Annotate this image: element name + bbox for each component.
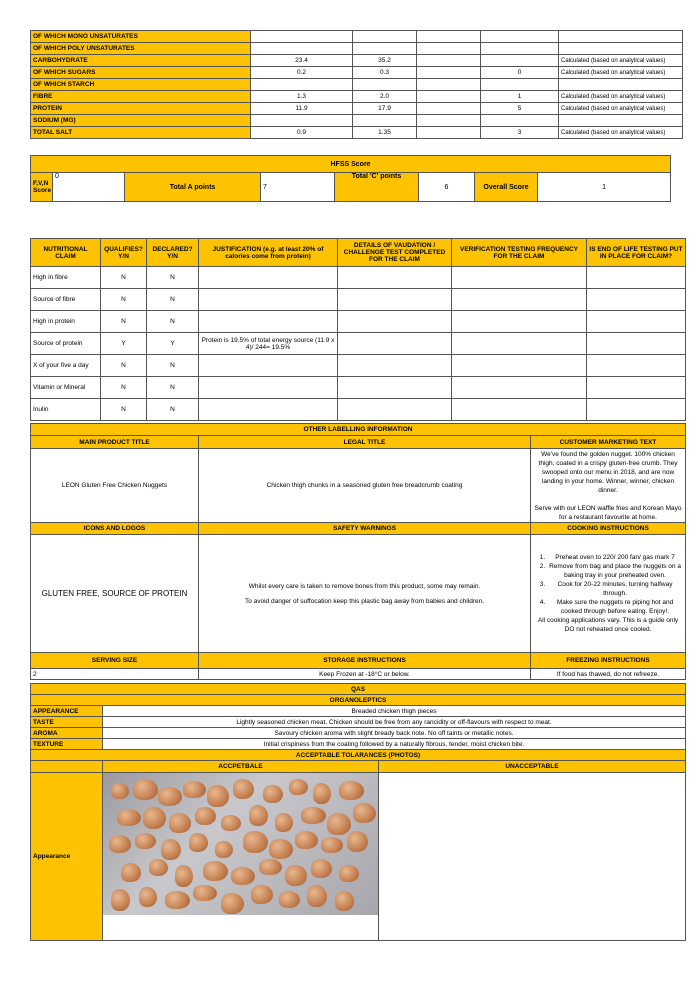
- nugget-image-piece: [161, 839, 181, 860]
- claim-empty-cell: [338, 377, 452, 399]
- storage-instructions: Keep Frozen at -18°C or below.: [199, 669, 531, 680]
- safety-warning-1: Whilst every care is taken to remove bones from this product, some may remain.: [248, 582, 481, 590]
- claim-justification: [199, 355, 338, 377]
- nugget-image-piece: [269, 839, 293, 859]
- per-portion-value: [353, 31, 417, 43]
- claim-empty-cell: [338, 311, 452, 333]
- nugget-image-piece: [117, 809, 141, 826]
- nugget-image-piece: [111, 889, 130, 911]
- ri-value: [417, 55, 481, 67]
- header-eol: IS END OF LIFE TESTING PUT IN PLACE FOR CLAIM?: [587, 239, 686, 267]
- ri-value: [417, 43, 481, 55]
- claim-row: [31, 377, 686, 399]
- cooking-step: 3. Cook for 20-22 minutes, turning halfway through.: [547, 580, 683, 598]
- freezing-header: FREEZING INSTRUCTIONS: [531, 653, 686, 669]
- nugget-image-piece: [279, 891, 300, 908]
- nugget-image-piece: [111, 783, 129, 799]
- organoleptic-row: [31, 739, 686, 750]
- nutrient-label: FIBRE: [31, 91, 251, 103]
- nugget-image-piece: [133, 779, 158, 800]
- acceptable-photo: [103, 773, 379, 915]
- nutrient-label: OF WHICH STARCH: [31, 79, 251, 91]
- claim-empty-cell: [452, 267, 587, 289]
- labelling-table: [30, 423, 686, 680]
- per-portion-value: 35.2: [353, 55, 417, 67]
- per-100g-value: [251, 43, 353, 55]
- organoleptics-title: ORGANOLEPTICS: [31, 695, 686, 706]
- tolerances-title: ACCEPTABLE TOLARANCES (PHOTOS): [31, 750, 686, 761]
- nugget-image-piece: [289, 779, 308, 795]
- per-portion-value: [353, 115, 417, 127]
- per-portion-value: 17.9: [353, 103, 417, 115]
- organoleptic-value: Initial crispiness from the coating followed by a naturally fibrous, tender, moist chicken bite.: [103, 739, 686, 750]
- claim-qualifies: Y: [101, 333, 147, 355]
- nutrition-row: [31, 115, 683, 127]
- organoleptic-value: Breaded chicken thigh pieces: [103, 706, 686, 717]
- source-note: [559, 31, 683, 43]
- claim-declared: N: [147, 311, 199, 333]
- cooking-note: All cooking applications vary. This is a guide only DO not reheated once cooled.: [537, 617, 679, 633]
- claim-name: High in fibre: [31, 267, 101, 289]
- claim-empty-cell: [452, 355, 587, 377]
- claim-qualifies: N: [101, 289, 147, 311]
- safety-header: SAFETY WARNINGS: [199, 523, 531, 535]
- total-a-label: Total A points: [125, 173, 261, 202]
- claim-justification: [199, 377, 338, 399]
- cooking-step: 4. Make sure the nuggets re piping hot and cooked through before eating. Enjoy!.: [547, 598, 683, 616]
- acceptable-header: ACCPETBALE: [103, 761, 379, 773]
- claim-empty-cell: [338, 399, 452, 421]
- serving-header: SERVING SIZE: [31, 653, 199, 669]
- nutrition-row: [31, 79, 683, 91]
- nugget-image-piece: [249, 805, 268, 826]
- claim-qualifies: N: [101, 399, 147, 421]
- claim-qualifies: N: [101, 377, 147, 399]
- marketing-text-2: Serve with our LEON waffle fries and Korean Mayo for a restaurant favourite at home.: [534, 504, 682, 521]
- nugget-image-piece: [139, 887, 157, 907]
- points-value: [481, 55, 559, 67]
- claim-empty-cell: [338, 333, 452, 355]
- nutrition-row: [31, 55, 683, 67]
- nugget-image-piece: [121, 863, 141, 882]
- claim-empty-cell: [587, 333, 686, 355]
- nugget-image-piece: [143, 807, 166, 829]
- claim-row: [31, 311, 686, 333]
- cooking-step: 1. Preheat oven to 220/ 200 fan/ gas mark 7: [547, 553, 683, 562]
- ri-value: [417, 31, 481, 43]
- claim-qualifies: N: [101, 267, 147, 289]
- claim-empty-cell: [452, 333, 587, 355]
- ri-value: [417, 115, 481, 127]
- source-note: [559, 43, 683, 55]
- claim-declared: N: [147, 289, 199, 311]
- per-portion-value: [353, 79, 417, 91]
- overall-value: 1: [602, 183, 606, 191]
- claim-empty-cell: [587, 399, 686, 421]
- nugget-image-piece: [158, 787, 182, 806]
- freezing-instructions: If food has thawed, do not refreeze.: [531, 669, 686, 680]
- nugget-image-piece: [259, 859, 282, 875]
- nugget-image-piece: [149, 859, 168, 876]
- nugget-image-piece: [215, 841, 233, 858]
- nutrition-row: [31, 43, 683, 55]
- nugget-image-piece: [285, 865, 307, 886]
- claim-name: High in protein: [31, 311, 101, 333]
- qas-title: QAS: [31, 684, 686, 695]
- claim-empty-cell: [338, 355, 452, 377]
- points-value: 5: [481, 103, 559, 115]
- points-value: [481, 31, 559, 43]
- per-100g-value: [251, 115, 353, 127]
- legal-title: Chicken thigh chunks in a seasoned gluten free breadcrumb coating: [199, 449, 531, 523]
- nutrient-label: SODIUM (MG): [31, 115, 251, 127]
- claim-empty-cell: [587, 377, 686, 399]
- nutrition-row: [31, 91, 683, 103]
- header-claim: NUTRITIONAL CLAIM: [31, 239, 101, 267]
- total-a-value: 7: [261, 173, 335, 202]
- nugget-image-piece: [335, 891, 354, 911]
- nugget-image-piece: [135, 833, 156, 849]
- per-100g-value: 1.3: [251, 91, 353, 103]
- nugget-image-piece: [339, 781, 364, 800]
- nugget-image-piece: [221, 893, 244, 914]
- nugget-image-piece: [321, 837, 343, 853]
- claim-empty-cell: [452, 399, 587, 421]
- nugget-image-piece: [231, 867, 255, 885]
- claim-declared: N: [147, 267, 199, 289]
- claim-empty-cell: [587, 355, 686, 377]
- claim-row: [31, 333, 686, 355]
- organoleptic-label: AROMA: [31, 728, 103, 739]
- claim-empty-cell: [587, 267, 686, 289]
- cooking-header: COOKING INSTRUCTIONS: [531, 523, 686, 535]
- main-title: LEON Gluten Free Chicken Nuggets: [31, 449, 199, 523]
- organoleptic-label: TEXTURE: [31, 739, 103, 750]
- organoleptic-value: Lightly seasoned chicken meat. Chicken should be free from any rancidity or off-flavours with respect to meat.: [103, 717, 686, 728]
- source-note: Calculated (based on analytical values): [559, 127, 683, 139]
- organoleptic-row: [31, 717, 686, 728]
- points-value: [481, 79, 559, 91]
- nugget-image-piece: [295, 831, 318, 849]
- organoleptic-label: TASTE: [31, 717, 103, 728]
- claim-empty-cell: [587, 289, 686, 311]
- claim-name: Vitamin or Mineral: [31, 377, 101, 399]
- claim-declared: N: [147, 355, 199, 377]
- nutrient-label: OF WHICH POLY UNSATURATES: [31, 43, 251, 55]
- nutrition-row: [31, 127, 683, 139]
- main-title-header: MAIN PRODUCT TITLE: [31, 436, 199, 449]
- claim-qualifies: N: [101, 355, 147, 377]
- nutrition-row: [31, 31, 683, 43]
- organoleptic-row: [31, 728, 686, 739]
- ri-value: [417, 67, 481, 79]
- nutrient-label: PROTEIN: [31, 103, 251, 115]
- fvn-value: 0: [53, 173, 125, 202]
- header-declared: DECLARED? Y/N: [147, 239, 199, 267]
- points-value: 1: [481, 91, 559, 103]
- appearance-label: Appearance: [31, 773, 103, 941]
- icons-logos: GLUTEN FREE, SOURCE OF PROTEIN: [31, 535, 199, 653]
- nugget-image-piece: [275, 813, 293, 832]
- source-note: [559, 79, 683, 91]
- nugget-image-piece: [301, 807, 326, 824]
- claim-empty-cell: [452, 377, 587, 399]
- nugget-image-piece: [169, 813, 191, 833]
- claim-row: [31, 355, 686, 377]
- nutrient-label: TOTAL SALT: [31, 127, 251, 139]
- claim-declared: Y: [147, 333, 199, 355]
- cooking-steps: [533, 553, 683, 616]
- points-value: [481, 115, 559, 127]
- organoleptic-row: [31, 706, 686, 717]
- nugget-image-piece: [243, 831, 268, 853]
- nugget-image-piece: [189, 833, 208, 852]
- per-100g-value: [251, 79, 353, 91]
- storage-header: STORAGE INSTRUCTIONS: [199, 653, 531, 669]
- points-value: 3: [481, 127, 559, 139]
- nugget-image-piece: [165, 891, 190, 909]
- nugget-image-piece: [339, 865, 359, 882]
- hfss-title: HFSS Score: [31, 156, 671, 173]
- organoleptic-value: Savoury chicken aroma with slight bready back note. No off taints or metallic notes.: [103, 728, 686, 739]
- claim-row: [31, 399, 686, 421]
- source-note: Calculated (based on analytical values): [559, 67, 683, 79]
- per-100g-value: 0.2: [251, 67, 353, 79]
- points-value: 0: [481, 67, 559, 79]
- claim-justification: [199, 311, 338, 333]
- source-note: Calculated (based on analytical values): [559, 55, 683, 67]
- ri-value: [417, 79, 481, 91]
- legal-title-header: LEGAL TITLE: [199, 436, 531, 449]
- serving-size: 2: [31, 669, 199, 680]
- claim-justification: [199, 399, 338, 421]
- source-note: [559, 115, 683, 127]
- claims-table: [30, 238, 686, 421]
- cooking-step: 2. Remove from bag and place the nuggets on a baking tray in your preheated oven.: [547, 562, 683, 580]
- nugget-image-piece: [327, 813, 351, 835]
- nugget-image-piece: [313, 783, 331, 804]
- claim-justification: Protein is 19.5% of total energy source (11.9 x 4)/ 244= 19.5%: [199, 333, 338, 355]
- nutrition-row: [31, 67, 683, 79]
- unacceptable-header: UNACCEPTABLE: [379, 761, 686, 773]
- nugget-image-piece: [347, 831, 368, 852]
- points-value: [481, 43, 559, 55]
- header-validation: DETAILS OF VAUDATION / CHALLENGE TEST COMPLETED FOR THE CLAIM: [338, 239, 452, 267]
- header-qualifies: QUALIFIES? Y/N: [101, 239, 147, 267]
- unacceptable-photo-cell: [379, 773, 686, 941]
- claim-justification: [199, 267, 338, 289]
- ri-value: [417, 127, 481, 139]
- total-c-value: 6: [419, 173, 475, 202]
- claim-name: Source of protein: [31, 333, 101, 355]
- nutrition-row: [31, 103, 683, 115]
- marketing-text-1: We've found the golden nugget. 100% chicken thigh, coated in a crispy gluten-free crumb. They swooped onto our menu in 2018, and are now landing in your home. Winner, winner, chicken dinner.: [538, 450, 678, 494]
- claim-name: X of your five a day: [31, 355, 101, 377]
- per-portion-value: 2.0: [353, 91, 417, 103]
- claim-empty-cell: [587, 311, 686, 333]
- claim-row: [31, 289, 686, 311]
- nugget-image-piece: [193, 885, 217, 901]
- nutrition-table: [30, 30, 683, 139]
- nutrient-label: OF WHICH MONO UNSATURATES: [31, 31, 251, 43]
- claim-empty-cell: [452, 311, 587, 333]
- organoleptic-label: APPEARANCE: [31, 706, 103, 717]
- per-100g-value: 11.9: [251, 103, 353, 115]
- per-100g-value: [251, 31, 353, 43]
- nugget-image-piece: [109, 835, 131, 853]
- claim-qualifies: N: [101, 311, 147, 333]
- nugget-image-piece: [183, 781, 206, 798]
- nugget-image-piece: [195, 807, 216, 825]
- per-portion-value: 0.3: [353, 67, 417, 79]
- claim-empty-cell: [338, 267, 452, 289]
- labelling-title: OTHER LABELLING INFORMATION: [31, 424, 686, 436]
- nugget-image-piece: [307, 885, 327, 907]
- nugget-image-piece: [251, 885, 273, 904]
- total-c-label: Total 'C' points: [335, 173, 419, 202]
- source-note: Calculated (based on analytical values): [559, 91, 683, 103]
- safety-warning-2: To avoid danger of suffocation keep this plastic bag away from babies and children.: [244, 597, 485, 605]
- nugget-image-piece: [207, 785, 229, 807]
- nugget-image-piece: [175, 865, 193, 887]
- claim-empty-cell: [452, 289, 587, 311]
- hfss-table: [30, 155, 671, 202]
- icons-header: ICONS AND LOGOS: [31, 523, 199, 535]
- per-portion-value: [353, 43, 417, 55]
- claim-name: Inulin: [31, 399, 101, 421]
- ri-value: [417, 91, 481, 103]
- nutrient-label: CARBOHYDRATE: [31, 55, 251, 67]
- claim-empty-cell: [338, 289, 452, 311]
- claim-justification: [199, 289, 338, 311]
- nugget-image-piece: [263, 785, 283, 803]
- per-100g-value: 0.9: [251, 127, 353, 139]
- per-100g-value: 23.4: [251, 55, 353, 67]
- claim-name: Source of fibre: [31, 289, 101, 311]
- qas-table: [30, 683, 686, 941]
- nugget-image-piece: [203, 861, 228, 881]
- claim-declared: N: [147, 399, 199, 421]
- header-frequency: VERIFICATION TESTING FREQUENCY FOR THE CLAIM: [452, 239, 587, 267]
- claim-row: [31, 267, 686, 289]
- source-note: Calculated (based on analytical values): [559, 103, 683, 115]
- header-justification: JUSTIFICATION (e.g. at least 20% of calories come from protein): [199, 239, 338, 267]
- overall-label: Overall Score: [475, 173, 538, 201]
- per-portion-value: 1.35: [353, 127, 417, 139]
- fvn-label: F,V,N Score: [31, 173, 53, 202]
- nugget-image-piece: [311, 859, 332, 878]
- claim-declared: N: [147, 377, 199, 399]
- marketing-header: CUSTOMER MARKETING TEXT: [531, 436, 686, 449]
- nugget-image-piece: [221, 815, 241, 831]
- nugget-image-piece: [233, 779, 254, 799]
- ri-value: [417, 103, 481, 115]
- nugget-image-piece: [353, 803, 376, 823]
- nutrient-label: OF WHICH SUGARS: [31, 67, 251, 79]
